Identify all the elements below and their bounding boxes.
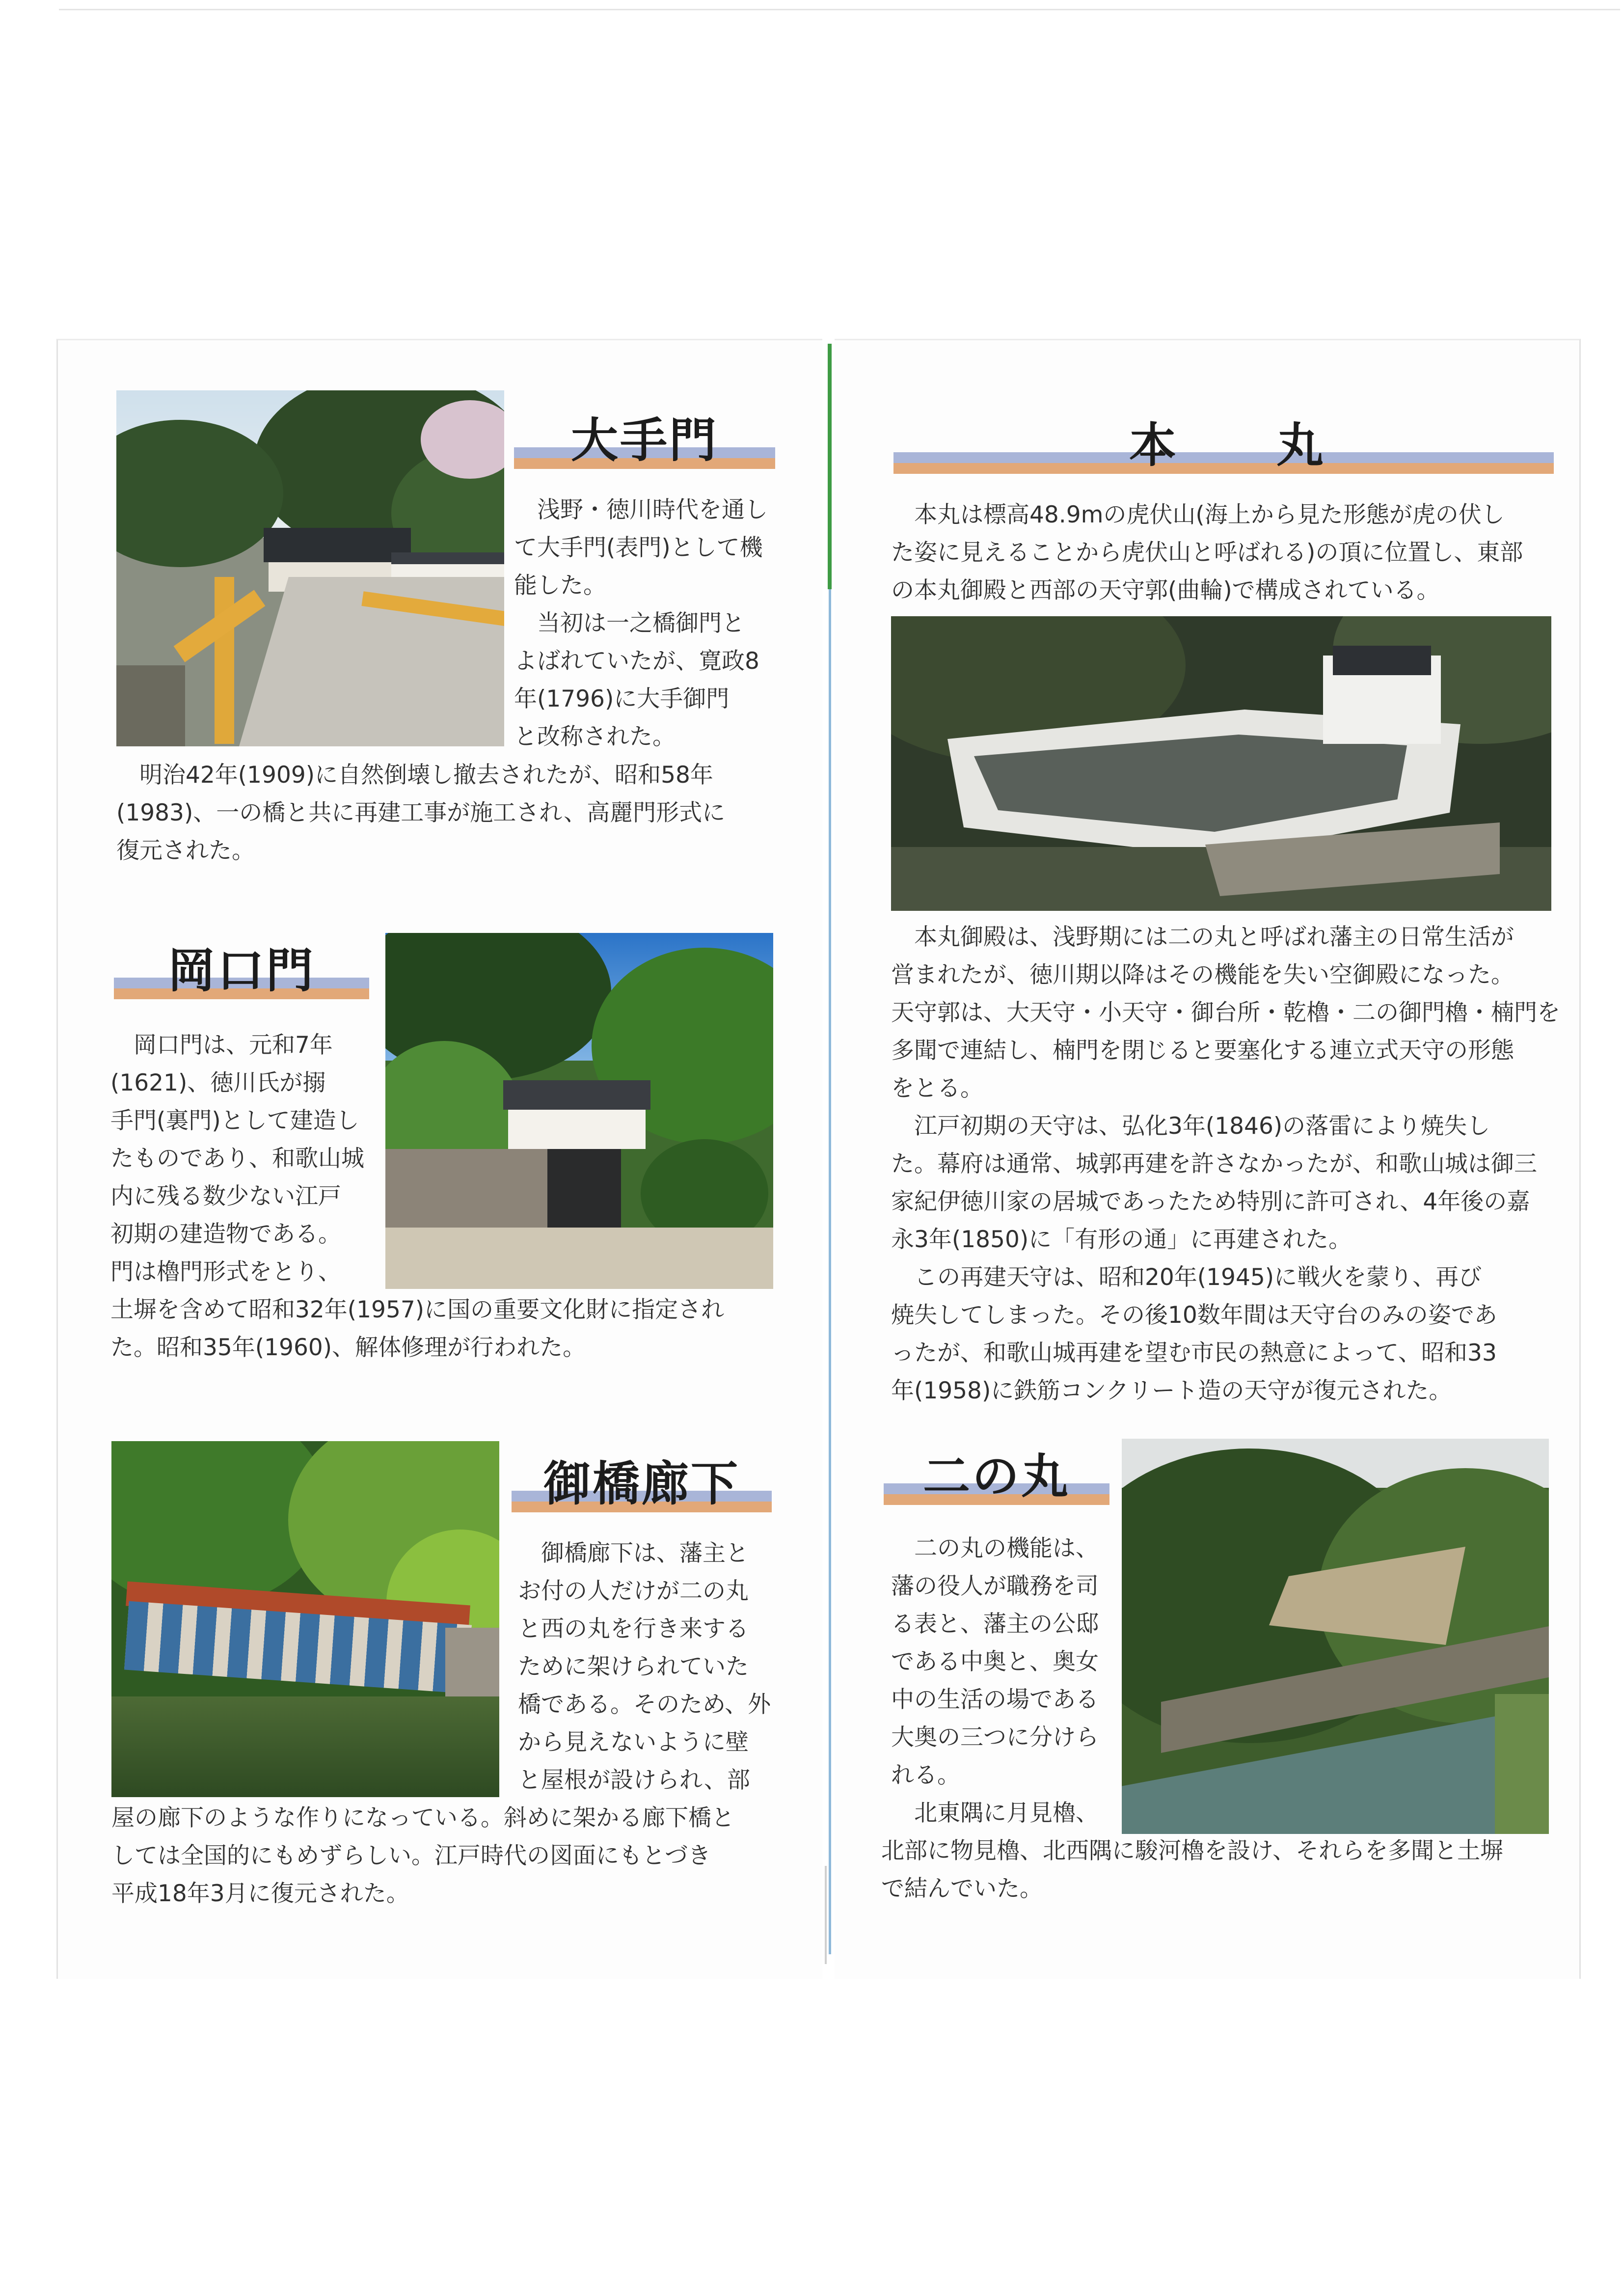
- okaguchimon-side-text: 岡口門は、元和7年 (1621)、徳川氏が搦 手門(裏門)として建造し たものであり、和歌山城 内に残る数少ない江戸 初期の建造物である。 門は櫓門形式をとり、: [110, 1032, 364, 1285]
- otemon-full-text: 明治42年(1909)に自然倒壊し撤去されたが、昭和58年 (1983)、一の橋と共に再建工事が施工され、高麗門形式に 復元された。: [116, 762, 726, 864]
- honmaru-title: 本 丸: [893, 412, 1554, 474]
- honmaru-aerial-photo: [891, 616, 1551, 911]
- ohashiroka-title: 御橋廊下: [512, 1444, 772, 1512]
- honmaru-intro-text: 本丸は標高48.9mの虎伏山(海上から見た形態が虎の伏し た姿に見えることから虎伏山と呼ばれる)の頂に位置し、東部 の本丸御殿と西部の天守郭(曲輪)で構成されている。: [891, 501, 1523, 604]
- ninomaru-title: 二の丸: [884, 1436, 1109, 1505]
- page-fold-line: [829, 589, 831, 1954]
- ohashiroka-side-text: 御橋廊下は、藩主と お付の人だけが二の丸 と西の丸を行き来する ために架けられていた 橋である。そのため、外 から見えないように壁 と屋根が設けられ、部: [518, 1540, 771, 1794]
- ninomaru-side-text: 二の丸の機能は、 藩の役人が職務を司 る表と、藩主の公邸 である中奥と、奥女 中の生活の場である 大奥の三つに分けら れる。 北東隅に月見櫓、: [891, 1535, 1099, 1827]
- scan-top-edge: [59, 9, 1620, 10]
- page-fold-accent: [828, 344, 832, 589]
- okaguchimon-photo: [385, 933, 773, 1289]
- ninomaru-full-text: 北部に物見櫓、北西隅に駿河櫓を設け、それらを多聞と土塀 で結んでいた。: [881, 1837, 1504, 1902]
- otemon-photo: [116, 390, 504, 746]
- page-fold-shadow: [825, 1866, 827, 1964]
- okaguchimon-title: 岡口門: [114, 930, 369, 999]
- otemon-title: 大手門: [514, 400, 775, 469]
- otemon-side-text: 浅野・徳川時代を通し て大手門(表門)として機 能した。 当初は一之橋御門と よばれていたが、寛政8 年(1796)に大手御門 と改称された。: [514, 496, 768, 750]
- honmaru-body-text: 本丸御殿は、浅野期には二の丸と呼ばれ藩主の日常生活が 営まれたが、徳川期以降はその機能を失い空御殿になった。 天守郭は、大天守・小天守・御台所・乾櫓・二の御門櫓・楠門を 多聞で連結し、楠門を閉じると要塞化する連立式天守の形態 をとる。 江戸初期の天守は、弘化3年(1846)の落雷により焼失し た。幕府は通常、城郭再建を許さなかったが、和歌山城は御三 家紀伊徳川家の居城であったため特別に許可され、4年後の嘉 永3年(1850)に「有形の通」に再建された。 この再建天守は、昭和20年(1945)に戦火を蒙り、再び 焼失してしまった。その後10数年間は天守台のみの姿であ ったが、和歌山城再建を望む市民の熱意によって、昭和33 年(1958)に鉄筋コンクリート造の天守が復元された。: [891, 924, 1560, 1404]
- okaguchimon-full-text: 土塀を含めて昭和32年(1957)に国の重要文化財に指定され た。昭和35年(1960)、解体修理が行われた。: [110, 1296, 725, 1361]
- ohashiroka-photo: [111, 1441, 499, 1797]
- ninomaru-photo: [1122, 1439, 1549, 1834]
- ohashiroka-full-text: 屋の廊下のような作りになっている。斜めに架かる廊下橋と しては全国的にもめずらしい。江戸時代の図面にもとづき 平成18年3月に復元された。: [111, 1804, 734, 1907]
